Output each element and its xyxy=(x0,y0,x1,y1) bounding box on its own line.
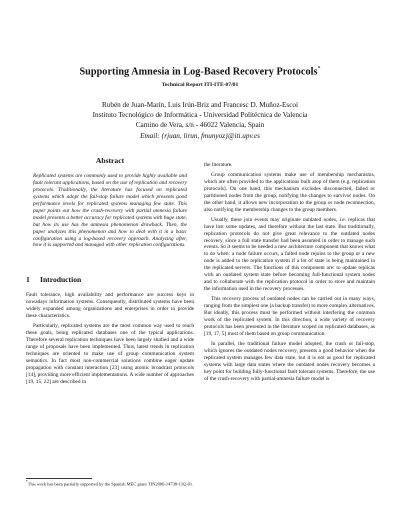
body-paragraph: This recovery process of outdated nodes can be carried out in many ways, ranging from the simplest one (a backup transfer) to more complex alternatives. But ideally, this process must be performed without interfering the common work of the replicated system. In this direction, a wide variety of recovery protocols has been presented in the literature scoped on replicated databases, as [19, 17, 5] most of them based on group communication. xyxy=(204,296,375,337)
author-address: Camino de Vera, s/n - 46022 Valencia, Spain xyxy=(135,121,265,130)
footnote-text: This work has been partially supported by the Spanish MEC grant TIN2006-14738-C02-01. xyxy=(27,481,194,487)
author-block xyxy=(0,100,400,141)
body-paragraph: Usually, these join events may originate outdated nodes, i.e. replicas that have lost some updates, and therefore without the last state. But traditionally, replication protocols do not give great relevance to the outdated nodes recovery, since a full state transfer had been assumed in order to manage such events. So it seems to be needed a new architecture component that knows what to do when: a node failure occurs, a failed node rejoins to the group or a new node is added to the replication system if a lot of state is being maintained in the replicated servers. The functions of this component are: to update replicas with an outdated system state before becoming full-functional system nodes and to collaborate with the replication protocol in order to store and maintain the information used in the recovery processes. xyxy=(204,216,375,293)
section-title: Introduction xyxy=(40,275,82,285)
left-column xyxy=(26,158,194,389)
introduction-heading xyxy=(26,277,194,284)
abstract-text: Replicated systems are commonly used to provide highly available and fault tolerant applications, based on the use of replication and recovery protocols. Traditionally, the literature has focused on replicated systems which adopt the fail-stop failure model which presents good performance levels for replicated systems managing few state. This paper points out how the crash-recovery with partial amnesia failure model presents a better accuracy for replicated systems with huge state, but how its use has the amnesia phenomenon drawback. Then, the paper analyzes this phenomenon and how to deal with it in a basic configuration using a log-based recovery approach. Analyzing after, how it is supported and managed with other replication configurations. xyxy=(33,172,187,249)
section-number: 1 xyxy=(26,275,30,285)
report-number: Technical Report ITI-ITE-07/01 xyxy=(161,82,239,88)
body-paragraph: the literature. xyxy=(204,162,233,168)
paper-title xyxy=(0,66,400,77)
right-column xyxy=(204,162,375,386)
body-paragraph: In parallel, the traditional failure model adopted, the crash or fail-stop, which ignores the outdated nodes recovery, presents a good behavior when the replicated system manages few data state, but it is not as good for replicated systems with large data states where the outdated nodes recovery becomes a key point for building fully-functional fault tolerant systems. Therefore, the use of the crash-recovery with partial-amnesia failure model is xyxy=(204,340,375,382)
author-names: Rubén de Juan-Marín, Luis Irún-Briz and Francesc D. Muñoz-Escoí xyxy=(101,101,298,109)
intro-paragraph: Particularly, replicated systems are the most common way used to reach these goals, being replicated databases one of the typical applications. Therefore several replication techniques have been largely studied and a wide range of proposals have been implemented. Thus, latest trends in replication techniques are oriented to make use of group communication system semantics. In fact most non-commercial solutions combine eager update propagation with constant interaction [23] using atomic broadcast protocols [14], providing more efficient implementations. A wide number of approaches [19, 15, 22] are described in xyxy=(26,323,194,385)
title-footnote-mark: * xyxy=(317,66,321,72)
author-email: Email: {rjuan, lirun, fmunyoz}@iti.upv.es xyxy=(140,131,260,140)
author-affiliation: Instituto Tecnológico de Informática - Universidad Politécnica de Valencia xyxy=(92,111,308,120)
footnote xyxy=(26,480,194,487)
footnote-divider xyxy=(26,478,92,479)
footnote-mark: * xyxy=(26,480,28,484)
title-text: Supporting Amnesia in Log-Based Recovery Protocols xyxy=(79,66,318,78)
abstract-heading: Abstract xyxy=(95,156,125,165)
intro-paragraph: Fault tolerance, high availability and performance are success keys in nowadays information systems. Consequently, distributed systems have been widely expanded among organizations and enterprises in order to provide these characteristics. xyxy=(26,292,194,320)
body-paragraph: Group communication systems make use of membership mechanisms, which are often provided to the applications built atop of them (e.g. replication protocols). On one hand, this mechanism excludes disconnected, failed or partitioned nodes from the group, notifying the changes to survivor nodes. On the other hand, it allows new incorporation to the group or node reconnection, also notifying the membership changes to the group members. xyxy=(204,171,375,213)
